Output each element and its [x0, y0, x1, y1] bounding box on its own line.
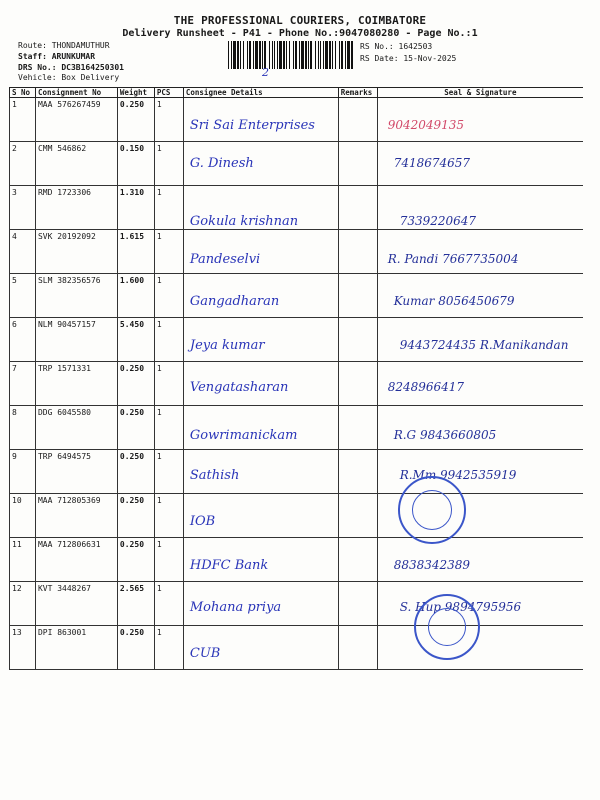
row-pcs: 1 [154, 450, 183, 494]
col-weight: Weight [117, 88, 154, 98]
row-consignment-no: DDG 6045580 [35, 406, 117, 450]
row-sno: 7 [10, 362, 36, 406]
handwritten-consignee: Gowrimanickam [189, 428, 298, 443]
col-consignee: Consignee Details [183, 88, 338, 98]
row-consignment-no: RMD 1723306 [35, 186, 117, 230]
row-signature [377, 406, 583, 450]
table-row [10, 362, 584, 406]
row-consignment-no: SLM 382356576 [35, 274, 117, 318]
row-consignee [183, 626, 338, 670]
handwritten-consignee: Vengatasharan [189, 380, 289, 395]
row-weight: 1.600 [117, 274, 154, 318]
row-weight: 0.250 [117, 450, 154, 494]
row-weight: 1.615 [117, 230, 154, 274]
barcode-bar [269, 41, 270, 69]
table-header [10, 88, 584, 98]
table-row [10, 142, 584, 186]
row-sno: 2 [10, 142, 36, 186]
row-weight: 1.310 [117, 186, 154, 230]
barcode-bar [293, 41, 294, 69]
row-sno: 8 [10, 406, 36, 450]
row-remarks [338, 142, 377, 186]
row-consignee [183, 582, 338, 626]
row-consignee [183, 98, 338, 142]
barcode-bar [310, 41, 312, 69]
row-pcs: 1 [154, 582, 183, 626]
runsheet-table [9, 87, 583, 670]
barcode-bar [320, 41, 321, 69]
row-remarks [338, 626, 377, 670]
runsheet-subtitle: Delivery Runsheet - P41 - Phone No.:9047080280 - Page No.:1 [122, 28, 478, 39]
row-sno: 10 [10, 494, 36, 538]
row-remarks [338, 186, 377, 230]
table-row [10, 626, 584, 670]
row-consignment-no: MAA 712805369 [35, 494, 117, 538]
table-row [10, 494, 584, 538]
barcode-bar [305, 41, 307, 69]
row-remarks [338, 406, 377, 450]
table-row [10, 98, 584, 142]
handwritten-signature: 7418674657 [393, 156, 471, 170]
barcode-bar [277, 41, 278, 69]
barcode-bar [253, 41, 254, 69]
table-row [10, 582, 584, 626]
handwritten-signature: R.Mm 9942535919 [399, 468, 517, 482]
row-consignee [183, 406, 338, 450]
row-remarks [338, 538, 377, 582]
barcode-bar [237, 41, 239, 69]
table-row [10, 538, 584, 582]
row-signature [377, 362, 583, 406]
row-pcs: 1 [154, 626, 183, 670]
table-row [10, 186, 584, 230]
row-sno: 9 [10, 450, 36, 494]
barcode-bar [347, 41, 350, 69]
row-pcs: 1 [154, 142, 183, 186]
barcode-bar [295, 41, 297, 69]
row-consignee [183, 230, 338, 274]
barcode-bar [274, 41, 275, 69]
row-sno: 11 [10, 538, 36, 582]
row-weight: 0.250 [117, 626, 154, 670]
barcode-bar [335, 41, 336, 69]
barcode-bar [286, 41, 287, 69]
handwritten-consignee: Pandeselvi [189, 252, 261, 267]
handwritten-signature: R. Pandi 7667735004 [387, 252, 519, 266]
row-remarks [338, 274, 377, 318]
staff-label: Staff: ARUNKUMAR [18, 52, 96, 61]
barcode-bar [243, 41, 244, 69]
row-consignee [183, 450, 338, 494]
handwritten-signature: Kumar 8056450679 [393, 294, 515, 308]
row-pcs: 1 [154, 186, 183, 230]
handwritten-signature: 8838342389 [393, 558, 471, 572]
barcode-bar [259, 41, 261, 69]
rs-number: RS No.: 1642503 [360, 42, 433, 51]
row-consignment-no: DPI 863001 [35, 626, 117, 670]
barcode-bar [264, 41, 266, 69]
barcode-bar [233, 41, 236, 69]
col-seal-signature: Seal & Signature [377, 88, 583, 98]
row-signature [377, 582, 583, 626]
barcode-bar [332, 41, 333, 69]
table-row [10, 318, 584, 362]
row-consignee [183, 362, 338, 406]
barcode-bar [351, 41, 353, 69]
row-sno: 12 [10, 582, 36, 626]
barcode-handwritten-mark: 2 [262, 66, 269, 79]
row-remarks [338, 450, 377, 494]
col-consignment: Consignment No [35, 88, 117, 98]
row-remarks [338, 98, 377, 142]
handwritten-consignee: CUB [189, 646, 221, 661]
barcode-bar [231, 41, 232, 69]
row-signature [377, 626, 583, 670]
row-remarks [338, 494, 377, 538]
barcode-bar [240, 41, 241, 69]
row-consignee [183, 494, 338, 538]
row-sno: 4 [10, 230, 36, 274]
barcode-bar [325, 41, 328, 69]
row-consignment-no: TRP 1571331 [35, 362, 117, 406]
row-pcs: 1 [154, 538, 183, 582]
row-sno: 13 [10, 626, 36, 670]
row-weight: 2.565 [117, 582, 154, 626]
row-signature [377, 274, 583, 318]
row-sno: 3 [10, 186, 36, 230]
row-signature [377, 98, 583, 142]
row-remarks [338, 582, 377, 626]
barcode-bar [283, 41, 285, 69]
row-weight: 0.250 [117, 494, 154, 538]
row-pcs: 1 [154, 406, 183, 450]
handwritten-consignee: Jeya kumar [189, 338, 265, 353]
row-consignment-no: TRP 6494575 [35, 450, 117, 494]
row-signature [377, 142, 583, 186]
row-consignment-no: MAA 576267459 [35, 98, 117, 142]
row-weight: 0.250 [117, 406, 154, 450]
drs-label: DRS No.: DC3B164250301 [18, 63, 124, 72]
row-pcs: 1 [154, 494, 183, 538]
barcode-bar [279, 41, 282, 69]
row-remarks [338, 230, 377, 274]
barcode-bar [339, 41, 340, 69]
handwritten-signature: 9443724435 R.Manikandan [399, 338, 569, 352]
handwritten-consignee: Sathish [189, 468, 240, 483]
col-remarks: Remarks [338, 88, 377, 98]
row-pcs: 1 [154, 318, 183, 362]
row-pcs: 1 [154, 230, 183, 274]
row-sno: 1 [10, 98, 36, 142]
row-pcs: 1 [154, 274, 183, 318]
barcode-bar [323, 41, 324, 69]
handwritten-consignee: HDFC Bank [189, 558, 269, 573]
barcode-bar [315, 41, 316, 69]
col-sno: S No [10, 88, 36, 98]
row-weight: 5.450 [117, 318, 154, 362]
barcode-bar [228, 41, 229, 69]
company-title: THE PROFESSIONAL COURIERS, COIMBATORE [173, 14, 427, 27]
row-consignee [183, 142, 338, 186]
handwritten-consignee: Gokula krishnan [189, 214, 299, 229]
route-label: Route: THONDAMUTHUR [18, 41, 110, 50]
bank-stamp-2 [414, 594, 480, 660]
handwritten-consignee: IOB [189, 514, 216, 529]
row-signature [377, 230, 583, 274]
barcode-bar [262, 41, 263, 69]
rs-date: RS Date: 15-Nov-2025 [360, 54, 457, 63]
col-pcs: PCS [154, 88, 183, 98]
table-row [10, 230, 584, 274]
barcode-bar [249, 41, 251, 69]
row-remarks [338, 362, 377, 406]
barcode-bar [308, 41, 309, 69]
row-consignment-no: SVK 20192092 [35, 230, 117, 274]
row-weight: 0.250 [117, 538, 154, 582]
handwritten-consignee: Gangadharan [189, 294, 280, 309]
row-signature [377, 318, 583, 362]
row-pcs: 1 [154, 362, 183, 406]
row-signature [377, 186, 583, 230]
row-consignee [183, 318, 338, 362]
barcode-bar [255, 41, 258, 69]
handwritten-signature: 9042049135 [387, 118, 465, 132]
handwritten-signature: 8248966417 [387, 380, 465, 394]
row-signature [377, 538, 583, 582]
barcode-bar [272, 41, 273, 69]
row-consignment-no: NLM 90457157 [35, 318, 117, 362]
handwritten-consignee: Mohana priya [189, 600, 282, 615]
table-row [10, 450, 584, 494]
bank-stamp-1 [398, 476, 466, 544]
row-consignment-no: CMM 546862 [35, 142, 117, 186]
barcode [228, 41, 354, 69]
handwritten-signature: 7339220647 [399, 214, 477, 228]
barcode-bar [345, 41, 346, 69]
handwritten-consignee: Sri Sai Enterprises [189, 118, 315, 133]
row-weight: 0.250 [117, 362, 154, 406]
handwritten-signature: R.G 9843660805 [393, 428, 497, 442]
barcode-bar [341, 41, 343, 69]
table-row [10, 274, 584, 318]
vehicle-label: Vehicle: Box Delivery [18, 73, 120, 82]
row-consignee [183, 538, 338, 582]
handwritten-signature: S. Hup 9894795956 [399, 600, 522, 614]
table-row [10, 406, 584, 450]
row-sno: 5 [10, 274, 36, 318]
row-sno: 6 [10, 318, 36, 362]
handwritten-consignee: G. Dinesh [189, 156, 254, 171]
barcode-bar [299, 41, 300, 69]
row-consignment-no: MAA 712806631 [35, 538, 117, 582]
row-remarks [338, 318, 377, 362]
row-consignee [183, 274, 338, 318]
barcode-bar [247, 41, 248, 69]
row-pcs: 1 [154, 98, 183, 142]
row-weight: 0.150 [117, 142, 154, 186]
row-consignee [183, 186, 338, 230]
row-weight: 0.250 [117, 98, 154, 142]
row-consignment-no: KVT 3448267 [35, 582, 117, 626]
barcode-bar [301, 41, 304, 69]
barcode-bar [289, 41, 290, 69]
barcode-bar [318, 41, 319, 69]
barcode-bar [329, 41, 331, 69]
